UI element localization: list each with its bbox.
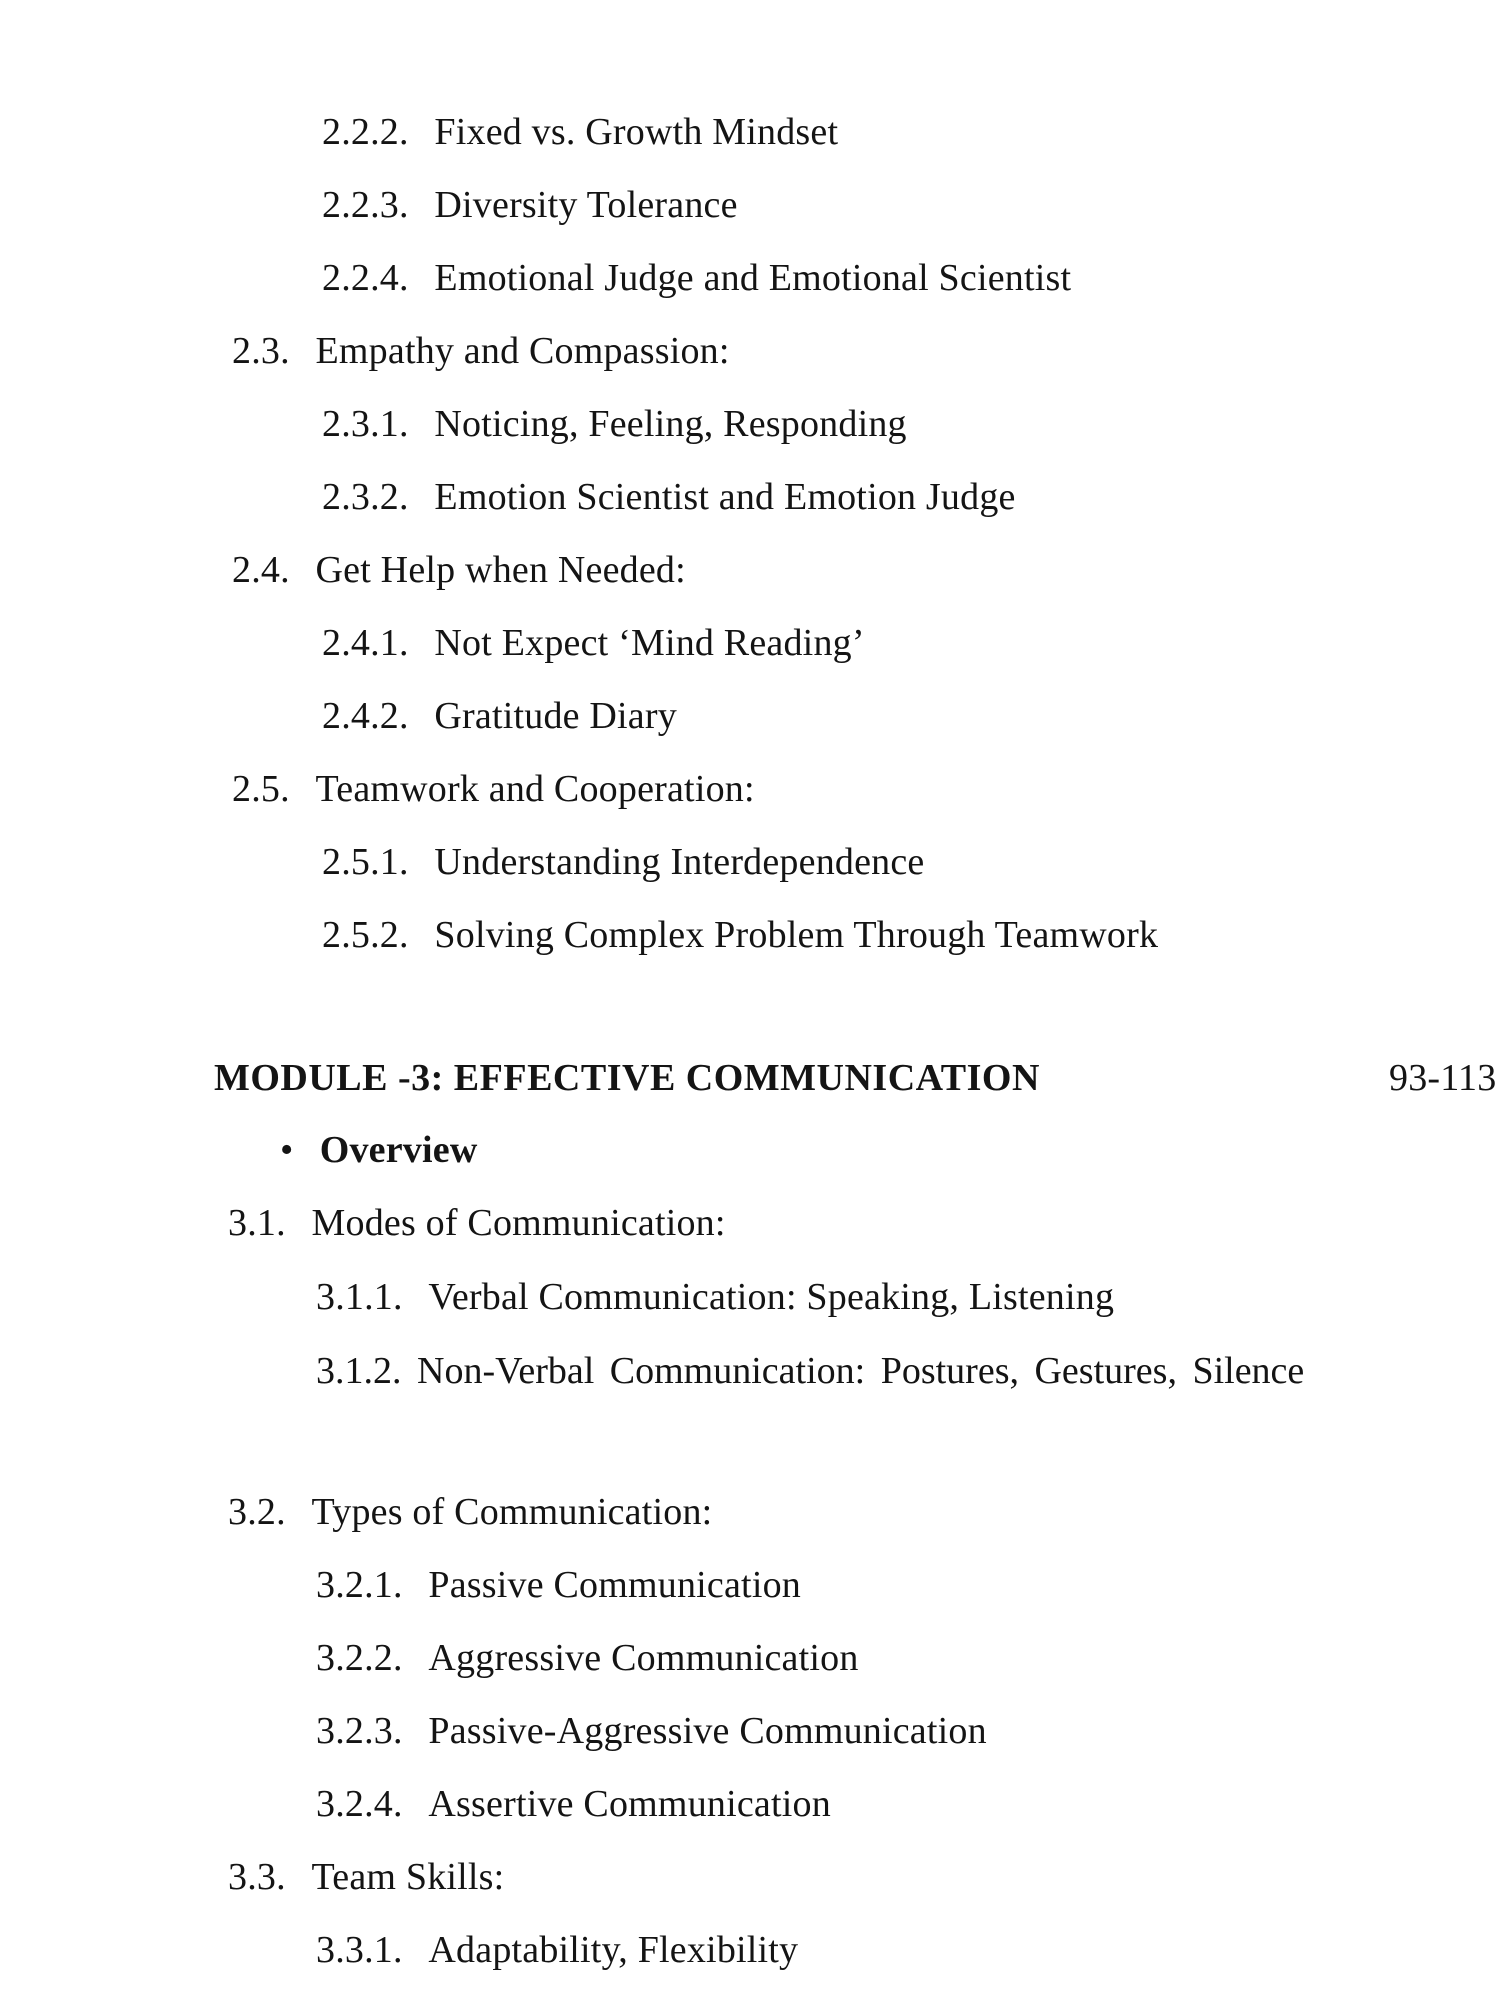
toc-entry-title: Fixed vs. Growth Mindset	[434, 111, 839, 153]
toc-section-number: 2.4.	[232, 549, 290, 591]
toc-entry-number: 3.1.2.	[316, 1350, 402, 1392]
toc-entry	[322, 256, 1071, 300]
toc-section	[232, 548, 686, 592]
toc-entry-title: Diversity Tolerance	[434, 184, 738, 226]
toc-entry	[316, 1709, 987, 1753]
overview-label: Overview	[319, 1129, 478, 1171]
toc-section-title: Teamwork and Cooperation:	[315, 768, 755, 810]
toc-entry	[322, 694, 677, 738]
toc-entry-title: Passive Communication	[428, 1564, 801, 1606]
toc-section	[228, 1855, 504, 1899]
toc-section-number: 3.3.	[228, 1856, 286, 1898]
toc-entry-title: Assertive Communication	[428, 1783, 831, 1825]
toc-entry	[322, 475, 1016, 519]
module-title: MODULE -3: EFFECTIVE COMMUNICATION	[214, 1057, 1040, 1099]
bullet-icon: •	[280, 1129, 294, 1171]
toc-entry-number: 2.5.1.	[322, 841, 409, 883]
toc-entry-title: Gratitude Diary	[434, 695, 677, 737]
toc-section-number: 3.1.	[228, 1202, 286, 1244]
toc-entry-number: 2.2.3.	[322, 184, 409, 226]
toc-entry-title: Understanding Interdependence	[434, 841, 925, 883]
toc-entry-title: Adaptability, Flexibility	[428, 1929, 799, 1971]
toc-entry	[322, 183, 738, 227]
toc-entry-number: 2.5.2.	[322, 914, 409, 956]
toc-entry-title: Noticing, Feeling, Responding	[434, 403, 907, 445]
toc-entry-number: 2.4.2.	[322, 695, 409, 737]
toc-entry-number: 3.2.4.	[316, 1783, 403, 1825]
toc-entry	[322, 402, 907, 446]
toc-section-number: 2.5.	[232, 768, 290, 810]
toc-section-number: 3.2.	[228, 1491, 286, 1533]
toc-entry-number: 3.3.1.	[316, 1929, 403, 1971]
toc-entry	[316, 1275, 1114, 1319]
toc-entry	[316, 1928, 798, 1972]
toc-entry-title: Verbal Communication: Speaking, Listening	[428, 1276, 1115, 1318]
toc-section	[228, 1490, 712, 1534]
toc-entry	[316, 1563, 801, 1607]
toc-entry-number: 2.3.2.	[322, 476, 409, 518]
toc-entry	[322, 621, 865, 665]
toc-section-title: Get Help when Needed:	[315, 549, 686, 591]
toc-entry	[316, 1782, 831, 1826]
toc-entry-number: 3.2.2.	[316, 1637, 403, 1679]
toc-entry-title: Passive-Aggressive Communication	[428, 1710, 987, 1752]
toc-entry-title: Emotion Scientist and Emotion Judge	[434, 476, 1016, 518]
toc-entry-title: Not Expect ‘Mind Reading’	[434, 622, 865, 664]
toc-entry-number: 2.2.4.	[322, 257, 409, 299]
toc-entry-title: Aggressive Communication	[428, 1637, 859, 1679]
toc-section-number: 2.3.	[232, 330, 290, 372]
toc-entry-number: 2.4.1.	[322, 622, 409, 664]
toc-entry-number: 3.1.1.	[316, 1276, 403, 1318]
toc-section	[228, 1201, 726, 1245]
toc-section-title: Modes of Communication:	[311, 1202, 726, 1244]
toc-section	[232, 329, 730, 373]
toc-entry-title: Non-Verbal Communication: Postures, Gestures, Silence	[417, 1350, 1305, 1392]
toc-section-title: Types of Communication:	[311, 1491, 713, 1533]
module-page-range: 93-113	[1389, 1057, 1497, 1099]
toc-entry	[322, 110, 838, 154]
overview-entry	[280, 1128, 477, 1172]
toc-entry	[316, 1636, 859, 1680]
toc-entry	[316, 1348, 1316, 1394]
module-heading	[214, 1056, 1497, 1100]
toc-section-title: Empathy and Compassion:	[315, 330, 730, 372]
toc-entry-number: 3.2.3.	[316, 1710, 403, 1752]
toc-entry-title: Solving Complex Problem Through Teamwork	[434, 914, 1159, 956]
toc-entry	[322, 840, 925, 884]
toc-section	[232, 767, 755, 811]
toc-section-title: Team Skills:	[311, 1856, 505, 1898]
toc-entry-number: 2.3.1.	[322, 403, 409, 445]
toc-entry-title: Emotional Judge and Emotional Scientist	[434, 257, 1072, 299]
toc-entry	[322, 913, 1158, 957]
toc-entry-number: 2.2.2.	[322, 111, 409, 153]
toc-entry-number: 3.2.1.	[316, 1564, 403, 1606]
